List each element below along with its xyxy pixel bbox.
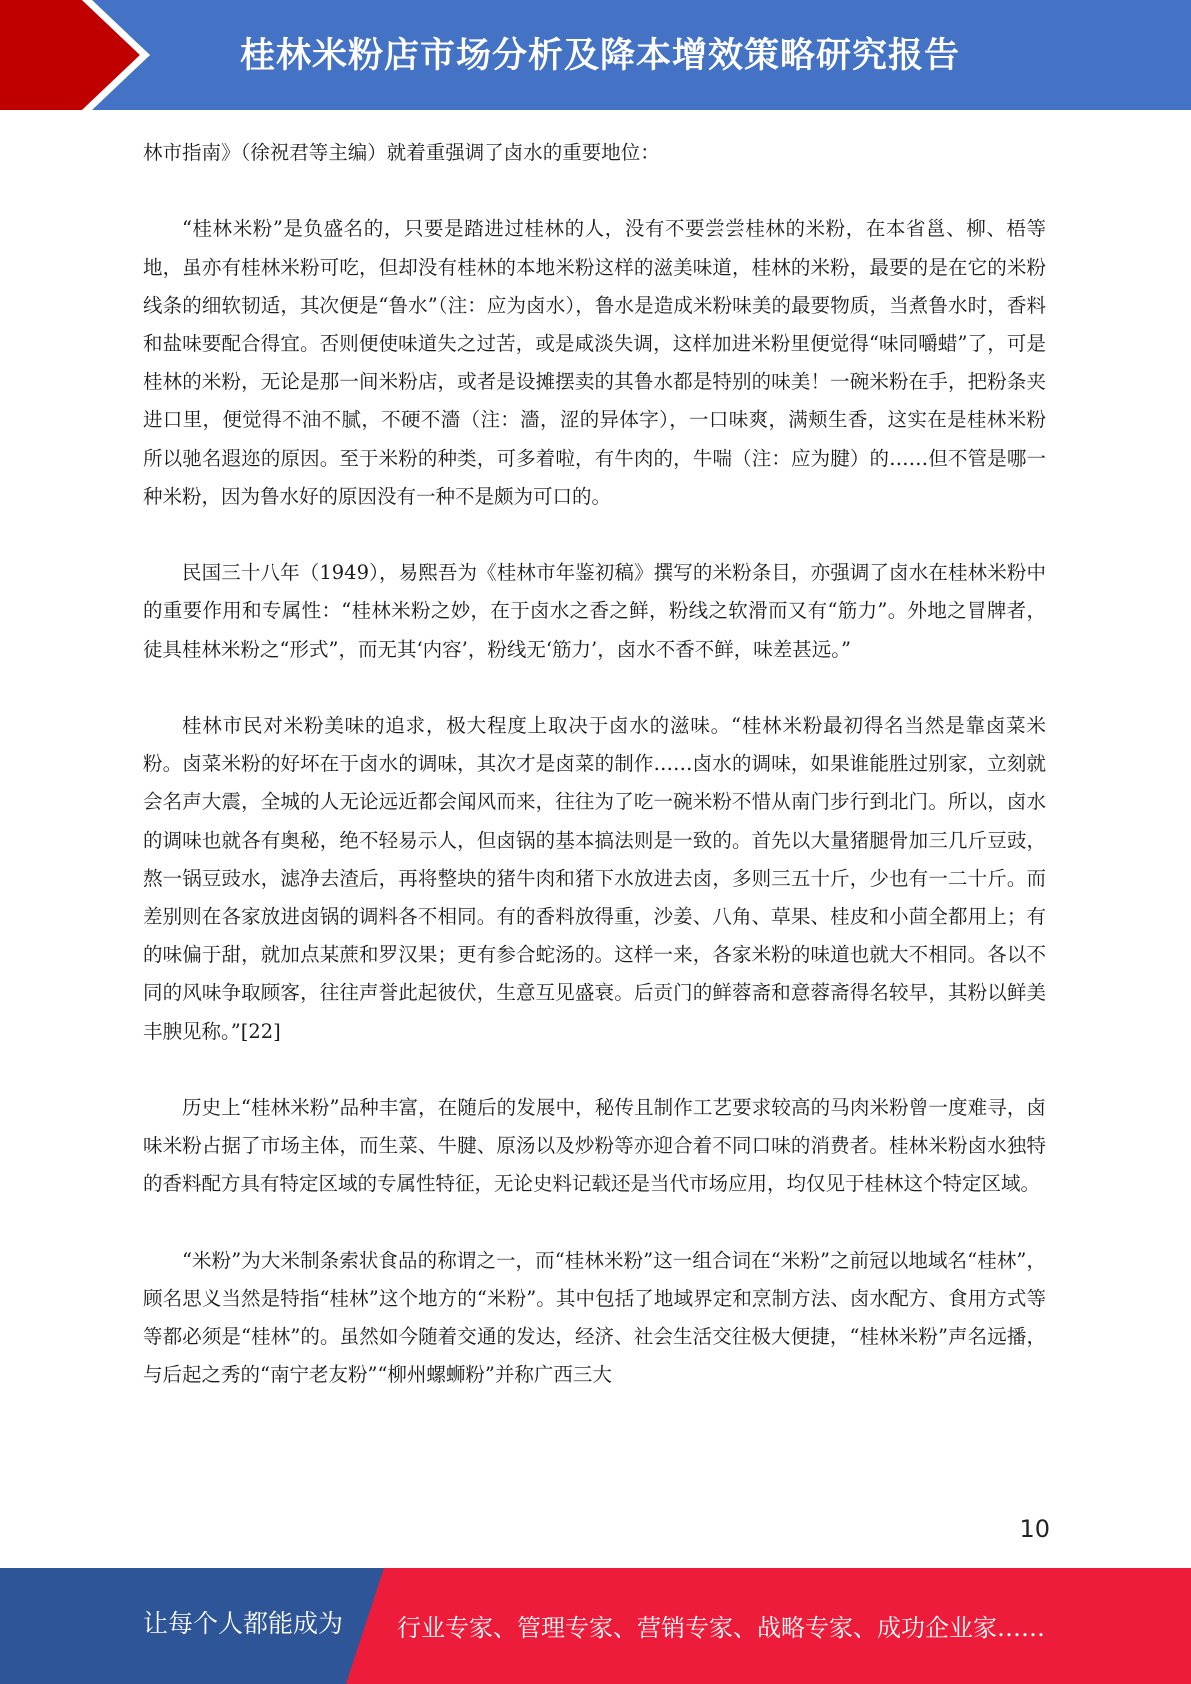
footer-bar — [0, 1568, 1191, 1684]
footer-slogan-right: 行业专家、管理专家、营销专家、战略专家、成功企业家…… — [397, 1614, 1045, 1642]
paragraph-quote-guide: “桂林米粉”是负盛名的，只要是踏进过桂林的人，没有不要尝尝桂林的米粉，在本省邕、柳、梧等地，虽亦有桂林米粉可吃，但却没有桂林的本地米粉这样的滋美味道，桂林的米粉，最要的是在它的米粉线条的细软韧适，其次便是“鲁水”（注：应为卤水），鲁水是造成米粉味美的最要物质，当煮鲁水时，香料和盐味要配合得宜。否则便使味道失之过苦，或是咸淡失调，这样加进米粉里便觉得“味同嚼蜡”了，可是桂林的米粉，无论是那一间米粉店，或者是设摊摆卖的其鲁水都是特别的味美！一碗米粉在手，把粉条夹进口里，便觉得不油不腻，不硬不濇（注：濇，涩的异体字），一口味爽，满颊生香，这实在是桂林米粉所以驰名遐迩的原因。至于米粉的种类，可多着啦，有牛肉的，牛喘（注：应为腱）的……但不管是哪一种米粉，因为鲁水好的原因没有一种不是颇为可口的。 — [143, 217, 1046, 508]
paragraph-marinade: 桂林市民对米粉美味的追求，极大程度上取决于卤水的滋味。“桂林米粉最初得名当然是靠卤菜米粉。卤菜米粉的好坏在于卤水的调味，其次才是卤菜的制作……卤水的调味，如果谁能胜过别家，立刻就会名声大震，全城的人无论远近都会闻风而来，往往为了吃一碗米粉不惜从南门步行到北门。所以，卤水的调味也就各有奥秘，绝不轻易示人，但卤锅的基本搞法则是一致的。首先以大量猪腿骨加三几斤豆豉，熬一锅豆豉水，滤净去渣后，再将整块的猪牛肉和猪下水放进去卤，多则三五十斤，少也有一二十斤。而差别则在各家放进卤锅的调料各不相同。有的香料放得重，沙姜、八角、草果、桂皮和小茴全都用上；有的味偏于甜，就加点某蔗和罗汉果；更有参合蛇汤的。这样一来，各家米粉的味道也就大不相同。各以不同的风味争取顾客，往往声誉此起彼伏，生意互见盛衰。后贡门的鲜蓉斋和意蓉斋得名较早，其粉以鲜美丰腴见称。”[22] — [143, 714, 1046, 1043]
page-number: 10 — [1019, 1515, 1050, 1543]
report-title: 桂林米粉店市场分析及降本增效策略研究报告 — [240, 36, 961, 76]
body-text — [143, 134, 1046, 1433]
paragraph-yearbook: 民国三十八年（1949），易熙吾为《桂林市年鉴初稿》撰写的米粉条目，亦强调了卤水在桂林米粉中的重要作用和专属性：“桂林米粉之妙，在于卤水之香之鲜，粉线之软滑而又有“筋力”。外地之冒牌者，徒具桂林米粉之“形式”，而无其‘内容’，粉线无‘筋力’，卤水不香不鲜，味差甚远。” — [143, 561, 1046, 661]
footer-slogan-left: 让每个人都能成为 — [143, 1609, 344, 1638]
header-bar — [0, 0, 1191, 110]
paragraph-history: 历史上“桂林米粉”品种丰富，在随后的发展中，秘传且制作工艺要求较高的马肉米粉曾一度难寻，卤味米粉占据了市场主体，而生菜、牛腱、原汤以及炒粉等亦迎合着不同口味的消费者。桂林米粉卤水独特的香料配方具有特定区域的专属性特征，无论史料记载还是当代市场应用，均仅见于桂林这个特定区域。 — [143, 1096, 1046, 1196]
paragraph-continuation: 林市指南》（徐祝君等主编）就着重强调了卤水的重要地位： — [143, 141, 660, 164]
paragraph-definition: “米粉”为大米制条索状食品的称谓之一，而“桂林米粉”这一组合词在“米粉”之前冠以地域名“桂林”，顾名思义当然是特指“桂林”这个地方的“米粉”。其中包括了地域界定和烹制方法、卤水配方、食用方式等等都必须是“桂林”的。虽然如今随着交通的发达，经济、社会生活交往极大便捷，“桂林米粉”声名远播，与后起之秀的“南宁老友粉”“柳州螺蛳粉”并称广西三大 — [143, 1248, 1046, 1387]
